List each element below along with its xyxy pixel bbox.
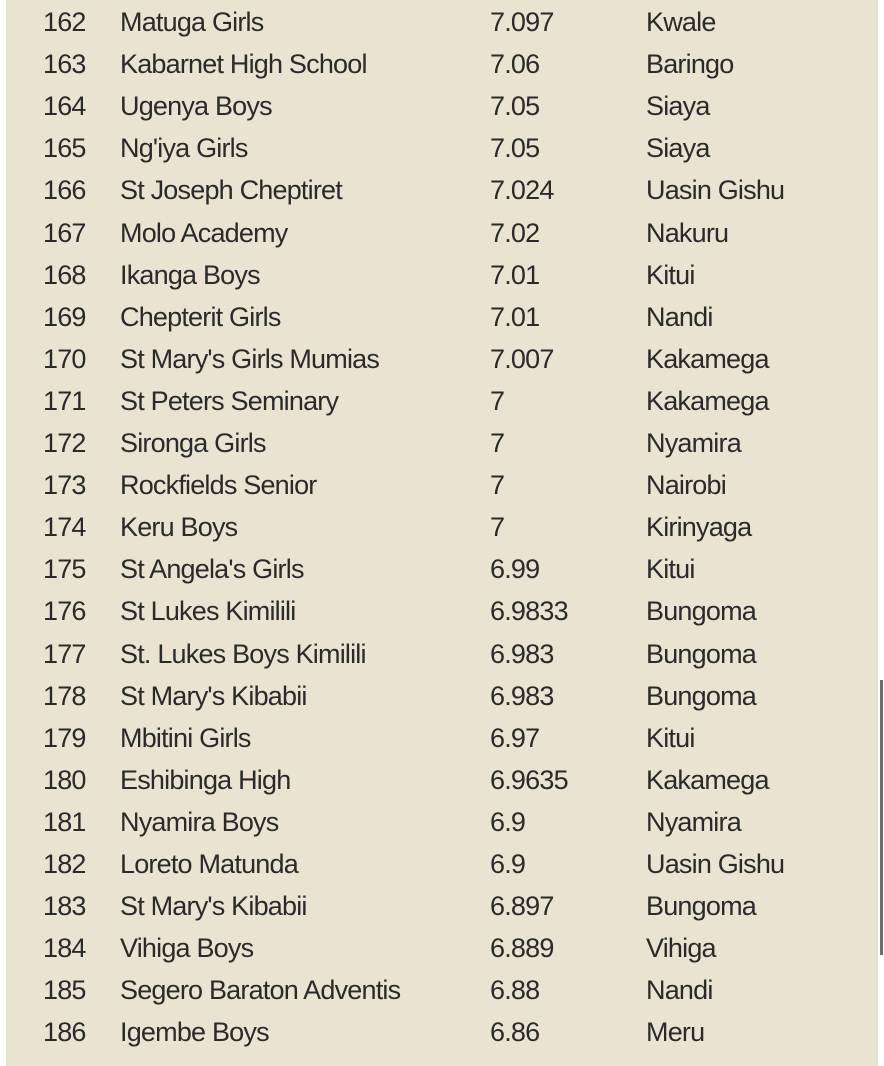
- county-cell: Kakamega: [646, 343, 769, 374]
- mean-score-cell: 6.9635: [490, 764, 568, 795]
- county-cell: Kitui: [646, 722, 695, 753]
- rank-cell: 180: [43, 764, 86, 795]
- school-name-cell: Chepterit Girls: [120, 301, 281, 332]
- school-name-cell: Rockfields Senior: [120, 470, 317, 501]
- table-row: [6, 1011, 878, 1053]
- county-cell: Uasin Gishu: [646, 175, 785, 206]
- rank-cell: 175: [43, 554, 86, 585]
- mean-score-cell: 7: [490, 470, 505, 501]
- table-row: [6, 506, 878, 548]
- mean-score-cell: 6.88: [490, 975, 540, 1006]
- school-name-cell: St Peters Seminary: [120, 385, 339, 416]
- rank-cell: 179: [43, 722, 86, 753]
- table-row: [6, 633, 878, 675]
- school-name-cell: St Mary's Kibabii: [120, 680, 307, 711]
- rank-cell: 183: [43, 891, 86, 922]
- table-row: [6, 127, 878, 169]
- table-row: [6, 927, 878, 969]
- table-row: [6, 548, 878, 590]
- school-name-cell: St Joseph Cheptiret: [120, 175, 342, 206]
- rank-cell: 177: [43, 638, 86, 669]
- school-name-cell: Eshibinga High: [120, 764, 291, 795]
- table-row: [6, 969, 878, 1011]
- table-row: [6, 464, 878, 506]
- mean-score-cell: 7.05: [490, 91, 540, 122]
- county-cell: Baringo: [646, 49, 734, 80]
- rank-cell: 168: [43, 259, 86, 290]
- table-row: [6, 296, 878, 338]
- table-row: [6, 1, 878, 43]
- table-row: [6, 843, 878, 885]
- table-row: [6, 801, 878, 843]
- county-cell: Nandi: [646, 301, 713, 332]
- rank-cell: 182: [43, 849, 86, 879]
- rank-cell: 174: [43, 512, 86, 543]
- table-row: [6, 43, 878, 85]
- table-row: [6, 85, 878, 127]
- rank-cell: 185: [43, 975, 86, 1006]
- school-name-cell: Loreto Matunda: [120, 849, 298, 879]
- school-name-cell: Matuga Girls: [120, 7, 264, 37]
- rank-cell: 169: [43, 301, 86, 332]
- rank-cell: 186: [43, 1017, 86, 1048]
- mean-score-cell: 6.889: [490, 933, 554, 964]
- school-name-cell: Ng'iya Girls: [120, 133, 248, 164]
- school-name-cell: Igembe Boys: [120, 1017, 269, 1048]
- county-cell: Kitui: [646, 259, 695, 290]
- page-edge-shadow: [880, 680, 883, 955]
- school-name-cell: Nyamira Boys: [120, 806, 279, 837]
- school-name-cell: Keru Boys: [120, 512, 238, 543]
- county-cell: Nyamira: [646, 806, 741, 837]
- mean-score-cell: 7: [490, 512, 505, 543]
- rank-cell: 171: [43, 385, 86, 416]
- school-name-cell: Ikanga Boys: [120, 259, 260, 290]
- mean-score-cell: 6.9: [490, 806, 526, 837]
- county-cell: Bungoma: [646, 596, 756, 627]
- county-cell: Bungoma: [646, 638, 756, 669]
- rank-cell: 165: [43, 133, 86, 164]
- rank-cell: 178: [43, 680, 86, 711]
- mean-score-cell: 7: [490, 385, 505, 416]
- mean-score-cell: 7.01: [490, 301, 540, 332]
- rank-cell: 164: [43, 91, 86, 122]
- mean-score-cell: 6.983: [490, 638, 554, 669]
- county-cell: Nakuru: [646, 217, 729, 248]
- table-row: [6, 212, 878, 254]
- mean-score-cell: 6.897: [490, 891, 554, 922]
- rank-cell: 167: [43, 217, 86, 248]
- mean-score-cell: 6.86: [490, 1017, 540, 1048]
- county-cell: Nairobi: [646, 470, 726, 501]
- mean-score-cell: 7.06: [490, 49, 540, 80]
- mean-score-cell: 6.9: [490, 849, 526, 879]
- rank-cell: 181: [43, 806, 86, 837]
- table-row: [6, 885, 878, 927]
- county-cell: Siaya: [646, 133, 710, 164]
- school-name-cell: Molo Academy: [120, 217, 288, 248]
- table-row: [6, 169, 878, 211]
- table-row: [6, 717, 878, 759]
- mean-score-cell: 7.007: [490, 343, 554, 374]
- table-row: [6, 759, 878, 801]
- rank-cell: 184: [43, 933, 86, 964]
- county-cell: Kakamega: [646, 764, 769, 795]
- school-name-cell: Mbitini Girls: [120, 722, 251, 753]
- school-name-cell: Segero Baraton Adventis: [120, 975, 401, 1006]
- county-cell: Siaya: [646, 91, 710, 122]
- mean-score-cell: 7.024: [490, 175, 554, 206]
- county-cell: Nandi: [646, 975, 713, 1006]
- rank-cell: 162: [43, 7, 86, 37]
- school-name-cell: St Mary's Kibabii: [120, 891, 307, 922]
- school-name-cell: Kabarnet High School: [120, 49, 367, 80]
- mean-score-cell: 6.9833: [490, 596, 568, 627]
- rank-cell: 176: [43, 596, 86, 627]
- mean-score-cell: 6.99: [490, 554, 540, 585]
- table-row: [6, 422, 878, 464]
- mean-score-cell: 7.02: [490, 217, 540, 248]
- table-row: [6, 338, 878, 380]
- mean-score-cell: 6.97: [490, 722, 540, 753]
- school-name-cell: St Lukes Kimilili: [120, 596, 296, 627]
- rank-cell: 166: [43, 175, 86, 206]
- school-name-cell: St. Lukes Boys Kimilili: [120, 638, 366, 669]
- county-cell: Uasin Gishu: [646, 849, 785, 879]
- rank-cell: 163: [43, 49, 86, 80]
- mean-score-cell: 7.05: [490, 133, 540, 164]
- mean-score-cell: 6.983: [490, 680, 554, 711]
- school-name-cell: Ugenya Boys: [120, 91, 272, 122]
- county-cell: Kirinyaga: [646, 512, 752, 543]
- newspaper-table-page: [6, 0, 878, 1066]
- table-row: [6, 590, 878, 632]
- mean-score-cell: 7: [490, 428, 505, 458]
- county-cell: Meru: [646, 1017, 705, 1048]
- rank-cell: 173: [43, 470, 86, 501]
- county-cell: Kwale: [646, 7, 716, 37]
- school-name-cell: Sironga Girls: [120, 428, 266, 458]
- mean-score-cell: 7.01: [490, 259, 540, 290]
- mean-score-cell: 7.097: [490, 7, 554, 37]
- county-cell: Kakamega: [646, 385, 769, 416]
- school-name-cell: Vihiga Boys: [120, 933, 254, 964]
- table-row: [6, 254, 878, 296]
- rank-cell: 172: [43, 428, 86, 458]
- county-cell: Vihiga: [646, 933, 716, 964]
- school-name-cell: St Mary's Girls Mumias: [120, 343, 380, 374]
- county-cell: Kitui: [646, 554, 695, 585]
- table-row: [6, 675, 878, 717]
- county-cell: Nyamira: [646, 428, 741, 458]
- rank-cell: 170: [43, 343, 86, 374]
- table-row: [6, 380, 878, 422]
- county-cell: Bungoma: [646, 891, 756, 922]
- county-cell: Bungoma: [646, 680, 756, 711]
- school-name-cell: St Angela's Girls: [120, 554, 304, 585]
